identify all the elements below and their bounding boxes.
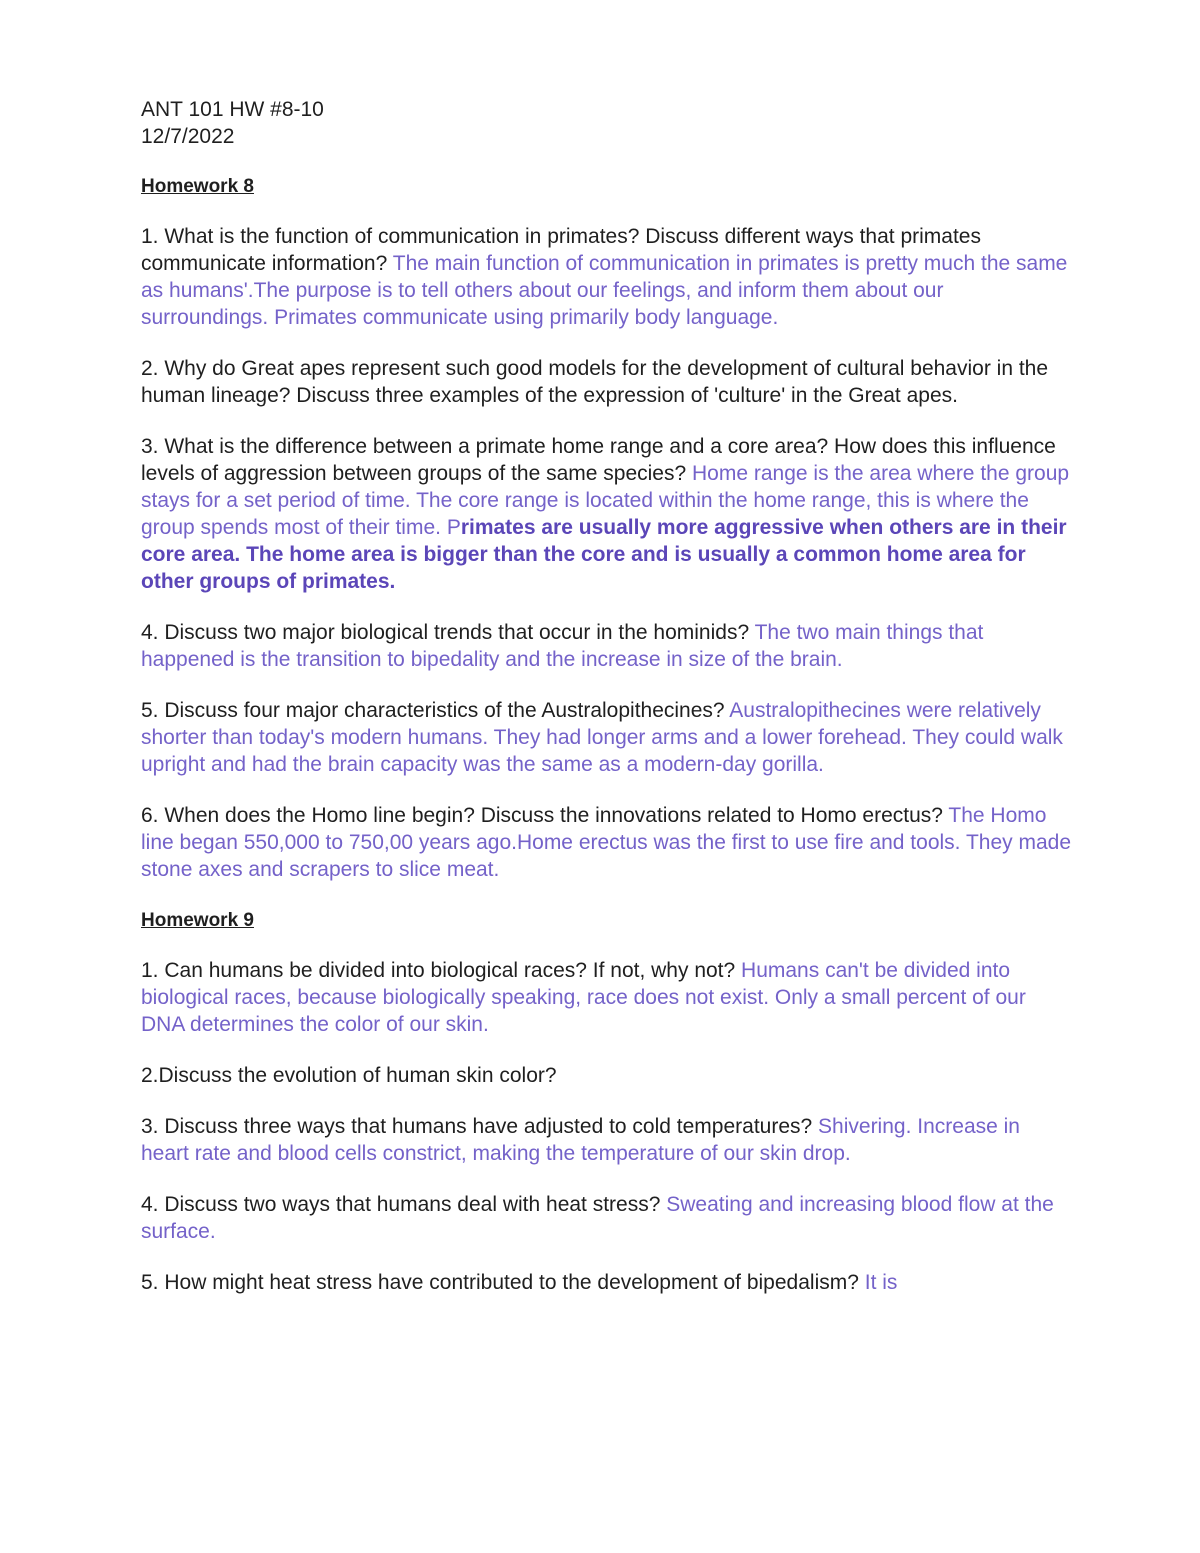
question-text: 1. Can humans be divided into biological races? If not, why not? xyxy=(141,959,736,982)
answer-text: Sweating and increasing blood flow at the surface. xyxy=(141,1193,1054,1243)
hw9-question-3 xyxy=(141,1113,1071,1167)
hw9-question-1 xyxy=(141,957,1071,1038)
answer-text: Shivering. Increase in heart rate and blood cells constrict, making the temperature of our skin drop. xyxy=(141,1115,1020,1165)
question-text: 6. When does the Homo line begin? Discuss the innovations related to Homo erectus? xyxy=(141,804,943,827)
question-text: 2.Discuss the evolution of human skin color? xyxy=(141,1064,557,1087)
answer-text-bold: rimates are usually more aggressive when others are in their core area. The home area is bigger than the core and is usually a common home area for other groups of primates. xyxy=(141,516,1067,593)
hw8-question-1 xyxy=(141,223,1071,331)
answer-text: The Homo line began 550,000 to 750,00 years ago.Home erectus was the first to use fire and tools. They made stone axes and scrapers to slice meat. xyxy=(141,804,1072,881)
question-text: 5. Discuss four major characteristics of the Australopithecines? xyxy=(141,699,725,722)
document-page xyxy=(141,96,1071,1296)
answer-text: It is xyxy=(858,1271,898,1294)
question-text: 4. Discuss two major biological trends that occur in the hominids? xyxy=(141,621,750,644)
question-text: 4. Discuss two ways that humans deal with heat stress? xyxy=(141,1193,661,1216)
question-text: 3. Discuss three ways that humans have adjusted to cold temperatures? xyxy=(141,1115,813,1138)
question-text: 1. What is the function of communication in primates? Discuss different ways that primates communicate information? xyxy=(141,225,981,275)
section-heading-homework-8: Homework 8 xyxy=(141,176,254,197)
document-date: 12/7/2022 xyxy=(141,125,235,148)
hw9-question-2 xyxy=(141,1062,1071,1089)
answer-text: Australopithecines were relatively shorter than today's modern humans. They had longer arms and a lower forehead. They could walk upright and had the brain capacity was the same as a modern-day gorilla. xyxy=(141,699,1063,776)
answer-text: Humans can't be divided into biological races, because biologically speaking, race does not exist. Only a small percent of our DNA determines the color of our skin. xyxy=(141,959,1026,1036)
hw8-question-3 xyxy=(141,433,1071,595)
answer-text: Home range is the area where the group stays for a set period of time. The core range is located within the home range, this is where the group spends most of their time. P xyxy=(141,462,1070,539)
answer-text: The two main things that happened is the transition to bipedality and the increase in size of the brain. xyxy=(141,621,984,671)
answer-text: The main function of communication in primates is pretty much the same as humans'.The purpose is to tell others about our feelings, and inform them about our surroundings. Primates communicate using primarily body language. xyxy=(141,252,1068,329)
hw8-question-4 xyxy=(141,619,1071,673)
hw9-question-4 xyxy=(141,1191,1071,1245)
hw9-question-5 xyxy=(141,1269,1071,1296)
course-title: ANT 101 HW #8-10 xyxy=(141,98,324,121)
question-text: 2. Why do Great apes represent such good models for the development of cultural behavior in the human lineage? Discuss three examples of the expression of 'culture' in the Great apes. xyxy=(141,357,1049,407)
hw8-question-2 xyxy=(141,355,1071,409)
section-heading-homework-9: Homework 9 xyxy=(141,910,254,931)
hw8-question-5 xyxy=(141,697,1071,778)
question-text: 5. How might heat stress have contributed to the development of bipedalism? xyxy=(141,1271,859,1294)
question-text: 3. What is the difference between a primate home range and a core area? How does this influence levels of aggression between groups of the same species? xyxy=(141,435,1056,485)
hw8-question-6 xyxy=(141,802,1071,883)
